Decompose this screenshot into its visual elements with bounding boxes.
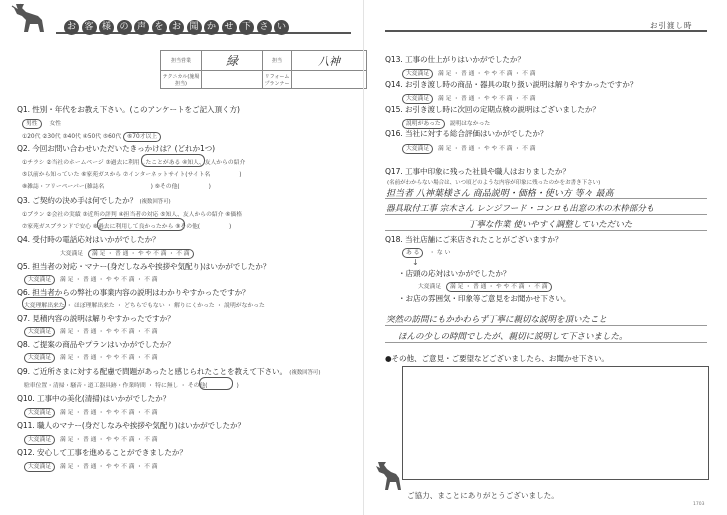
q10-text: Q10. 工事中の美化(清掃)はいかがでしたか？ bbox=[17, 394, 171, 403]
title-char: を bbox=[152, 20, 167, 35]
q17-note: (名前がわからない場合は、いつ頃どのような内容が印象に残ったのかをお書き下さい) bbox=[387, 180, 601, 186]
q14-scale-top[interactable]: 大変満足 bbox=[402, 94, 433, 104]
staff-table bbox=[160, 50, 367, 89]
title-char: さ bbox=[257, 20, 272, 35]
page-code: 1703 bbox=[693, 502, 705, 507]
q3-note: (複数回答可) bbox=[139, 199, 171, 205]
q6-options[interactable]: 大変理解出来た ・ ほぼ理解出来た ・ どちらでもない ・ 解りにくかった ・ 説明がなかった bbox=[24, 303, 265, 309]
q16-scale-rest[interactable]: 満 足 ・ 普 通 ・ や や 不 満 ・ 不 満 bbox=[438, 146, 536, 152]
q4-text: Q4. 受付時の電話応対はいかがでしたか？ bbox=[17, 235, 160, 244]
q18-sub1-scale[interactable] bbox=[418, 281, 552, 292]
q7-scale[interactable] bbox=[24, 326, 158, 337]
q2-text: Q2. 今回お問い合わせいただいたきっかけは？(どれか1つ) bbox=[17, 144, 216, 153]
q8-text: Q8. ご提案の商品やプランはいかがでしたか？ bbox=[17, 340, 175, 349]
q9-text bbox=[17, 366, 320, 377]
q1-age-30s[interactable]: ②30代 bbox=[42, 134, 61, 140]
title-char: 様 bbox=[99, 20, 114, 35]
q5-scale-top[interactable]: 大変満足 bbox=[24, 275, 55, 285]
q12-scale-rest[interactable]: 満 足 ・ 普 通 ・ や や 不 満 ・ 不 満 bbox=[60, 464, 158, 470]
q4-scale[interactable] bbox=[60, 248, 194, 259]
q13-scale-top[interactable]: 大変満足 bbox=[402, 69, 433, 79]
q6-text: Q6. 担当者からの弊社の事業内容の説明はわかりやすかったですか？ bbox=[17, 288, 250, 297]
q17-handwriting-2: 器具取付工事 宗木さん レンジフード・コンロも出窓の木の木枠部分も bbox=[386, 204, 655, 214]
title-char: お bbox=[64, 20, 79, 35]
q9-answer-circle bbox=[199, 377, 233, 390]
q2-options-1[interactable]: ①チラシ ②当社のホームページ ③過去に利用したことがある ④知人、友人からの紹介 bbox=[22, 160, 246, 166]
q18-arrow-icon: ↓ bbox=[412, 258, 419, 267]
page-fold-divider bbox=[363, 0, 364, 515]
q17-handwriting-1: 担当者 八神葉様さん 商品説明・価格・使い方 等々 最高 bbox=[386, 189, 614, 199]
q9-note: (複数回答可) bbox=[289, 370, 321, 376]
title-char: 声 bbox=[134, 20, 149, 35]
other-comments-box[interactable] bbox=[402, 366, 709, 480]
right-page-title: お引渡し時 bbox=[650, 21, 693, 30]
q18-yes[interactable]: あ る bbox=[402, 248, 423, 258]
deer-logo-icon bbox=[8, 2, 56, 38]
q5-scale[interactable] bbox=[24, 274, 158, 285]
deer-mascot-icon bbox=[372, 460, 406, 494]
q4-scale-rest[interactable]: 満 足 ・ 普 通 ・ や や 不 満 ・ 不 満 bbox=[88, 249, 193, 259]
sales-name-hand: 緑 bbox=[202, 51, 263, 71]
title-char: の bbox=[117, 20, 132, 35]
q11-text: Q11. 職人のマナー(身だしなみや挨拶や気配り)はいかがでしたか？ bbox=[17, 421, 246, 430]
title-char: か bbox=[204, 20, 219, 35]
q17-handwriting-3: 丁寧な作業 使いやすく調整していただいた bbox=[468, 220, 633, 230]
q16-scale[interactable] bbox=[402, 143, 536, 154]
title-char: 客 bbox=[82, 20, 97, 35]
q1-age-40s[interactable]: ③40代 bbox=[62, 134, 81, 140]
q9-options[interactable]: 駐車位置・清掃・騒音・道工器具跡・作業時間 ・ 特に無し ・ その他( ) bbox=[24, 383, 239, 389]
q3-options-1[interactable]: ①プラン ②会社の実績 ③近所の評判 ④担当者の対応 ⑤知人、友人からの紹介 ⑥価格 bbox=[22, 212, 243, 218]
q3-text bbox=[17, 195, 171, 206]
q1-gender bbox=[22, 118, 61, 129]
q2-options-3[interactable]: ⑧雑誌・フリーペーパー(雑誌名 ) ⑨その他( ) bbox=[22, 184, 211, 190]
q18-sub2-handwriting-2: ほんの少しの時間でしたが、親切に説明して下さいました。 bbox=[398, 332, 628, 342]
q8-scale-rest[interactable]: 満 足 ・ 普 通 ・ や や 不 満 ・ 不 満 bbox=[60, 355, 158, 361]
q18-sub2-line-2 bbox=[385, 342, 707, 343]
q18-sub1-scale-rest[interactable]: 満 足 ・ 普 通 ・ や や 不 満 ・ 不 満 bbox=[446, 282, 551, 292]
q1-age-50s[interactable]: ④50代 bbox=[82, 134, 102, 140]
q18-sub2-handwriting-1: 突然の訪問にもかかわらず丁寧に親切な説明を頂いたこと bbox=[386, 315, 608, 325]
q1-gender-female[interactable]: 女性 bbox=[49, 121, 62, 127]
q1-age-20s[interactable]: ①20代 bbox=[22, 134, 41, 140]
q11-scale[interactable] bbox=[24, 434, 158, 445]
q1-age-70plus[interactable]: ⑥70才以上 bbox=[123, 132, 161, 142]
q18-text: Q18. 当社店舗にご来店されたことがございますか？ bbox=[385, 235, 563, 244]
q16-text: Q16. 当社に対する総合評価はいかがでしたか？ bbox=[385, 129, 548, 138]
title-char: い bbox=[274, 20, 289, 35]
q8-scale-top[interactable]: 大変満足 bbox=[24, 353, 55, 363]
q1-age-60s[interactable]: ⑤60代 bbox=[102, 134, 122, 140]
q10-scale[interactable] bbox=[24, 407, 158, 418]
q7-scale-top[interactable]: 大変満足 bbox=[24, 327, 55, 337]
q16-scale-top[interactable]: 大変満足 bbox=[402, 144, 433, 154]
survey-title-bar bbox=[56, 10, 351, 34]
q15-no[interactable]: 説明はなかった bbox=[449, 121, 491, 127]
title-char: お bbox=[169, 20, 184, 35]
q7-scale-rest[interactable]: 満 足 ・ 普 通 ・ や や 不 満 ・ 不 満 bbox=[60, 329, 158, 335]
q18-sub2-line-1 bbox=[385, 325, 707, 326]
q18-sub1-text: ・店頭の応対はいかがでしたか？ bbox=[398, 269, 511, 278]
q18-sub1-scale-top[interactable]: 大変満足 bbox=[418, 284, 442, 290]
q10-scale-top[interactable]: 大変満足 bbox=[24, 408, 55, 418]
q17-line-3 bbox=[385, 230, 707, 231]
q15-yes[interactable]: 説明があった bbox=[402, 119, 445, 129]
q18-no[interactable]: な い bbox=[436, 250, 451, 256]
q13-text: Q13. 工事の仕上がりはいかがでしたか？ bbox=[385, 55, 525, 64]
q7-text: Q7. 見積内容の説明は解りやすかったですか？ bbox=[17, 314, 175, 323]
q14-scale[interactable] bbox=[402, 93, 536, 104]
q12-text: Q12. 安心して工事を進めることができましたか？ bbox=[17, 448, 187, 457]
q5-text: Q5. 担当者の対応・マナー(身だしなみや挨拶や気配り)はいかがでしたか？ bbox=[17, 262, 271, 271]
q14-text: Q14. お引き渡し時の商品・器具の取り扱い説明は解りやすかったですか？ bbox=[385, 80, 638, 89]
reform-label: リフォーム プランナー bbox=[263, 71, 292, 89]
q3-answer-circle bbox=[97, 218, 185, 231]
other-comments-text: ●その他、ご意見・ご要望などございましたら、お聞かせ下さい。 bbox=[385, 354, 609, 363]
survey-title bbox=[64, 14, 292, 35]
q11-scale-top[interactable]: 大変満足 bbox=[24, 435, 55, 445]
sales-label: 担当営業 bbox=[161, 51, 202, 71]
q18-sub2-text: ・お店の雰囲気・印象等ご意見をお聞かせ下さい。 bbox=[398, 294, 571, 303]
q3-options-2[interactable]: ⑦家苑ガスプランドで安心 ⑧過去に利用して良かったから ⑨その他( ) bbox=[22, 224, 232, 230]
q12-scale[interactable] bbox=[24, 461, 158, 472]
title-char: 下 bbox=[239, 20, 254, 35]
q17-line-2 bbox=[385, 214, 707, 215]
q5-scale-rest[interactable]: 満 足 ・ 普 通 ・ や や 不 満 ・ 不 満 bbox=[60, 277, 158, 283]
q13-scale-rest[interactable]: 満 足 ・ 普 通 ・ や や 不 満 ・ 不 満 bbox=[438, 71, 536, 77]
cs-name-hand: 八神 bbox=[292, 51, 367, 71]
q4-scale-top[interactable]: 大変満足 bbox=[60, 251, 84, 257]
q10-scale-rest[interactable]: 満 足 ・ 普 通 ・ や や 不 満 ・ 不 満 bbox=[60, 410, 158, 416]
q17-text: Q17. 工事中印象に残った社員や職人はおりましたか？ bbox=[385, 167, 570, 176]
q3-label: Q3. ご契約の決め手は何でしたか？ bbox=[17, 196, 138, 205]
q2-options-2[interactable]: ⑤以前から知っていた ⑥家苑ガスから ⑦インターネットサイト(サイト名 ) bbox=[22, 172, 242, 178]
q1-ages bbox=[22, 131, 161, 142]
thanks-text: ご協力、まことにありがとうございました。 bbox=[407, 491, 559, 500]
q14-scale-rest[interactable]: 満 足 ・ 普 通 ・ や や 不 満 ・ 不 満 bbox=[438, 96, 536, 102]
q8-scale[interactable] bbox=[24, 352, 158, 363]
q11-scale-rest[interactable]: 満 足 ・ 普 通 ・ や や 不 満 ・ 不 満 bbox=[60, 437, 158, 443]
cs-label: 担当 bbox=[263, 51, 292, 71]
q9-label: Q9. ご近所さまに対する配慮で問題があったと感じられたことを教えて下さい。 bbox=[17, 367, 287, 376]
q18-options[interactable]: あ る ・ な い bbox=[402, 247, 450, 258]
q6-answer-circle bbox=[22, 297, 66, 310]
title-char: せ bbox=[222, 20, 237, 35]
q13-scale[interactable] bbox=[402, 68, 536, 79]
tech-label: テクニカル(施場担当) bbox=[161, 71, 202, 89]
q15-text: Q15. お引き渡し時に次回の定期点検の説明はございましたか？ bbox=[385, 105, 600, 114]
q1-gender-male[interactable]: 男性 bbox=[22, 119, 42, 129]
title-char: 聞 bbox=[187, 20, 202, 35]
q2-answer-circle bbox=[141, 154, 205, 167]
q1-text: Q1. 性別・年代をお教え下さい。(このアンケートをご記入頂く方) bbox=[17, 105, 240, 114]
q12-scale-top[interactable]: 大変満足 bbox=[24, 462, 55, 472]
